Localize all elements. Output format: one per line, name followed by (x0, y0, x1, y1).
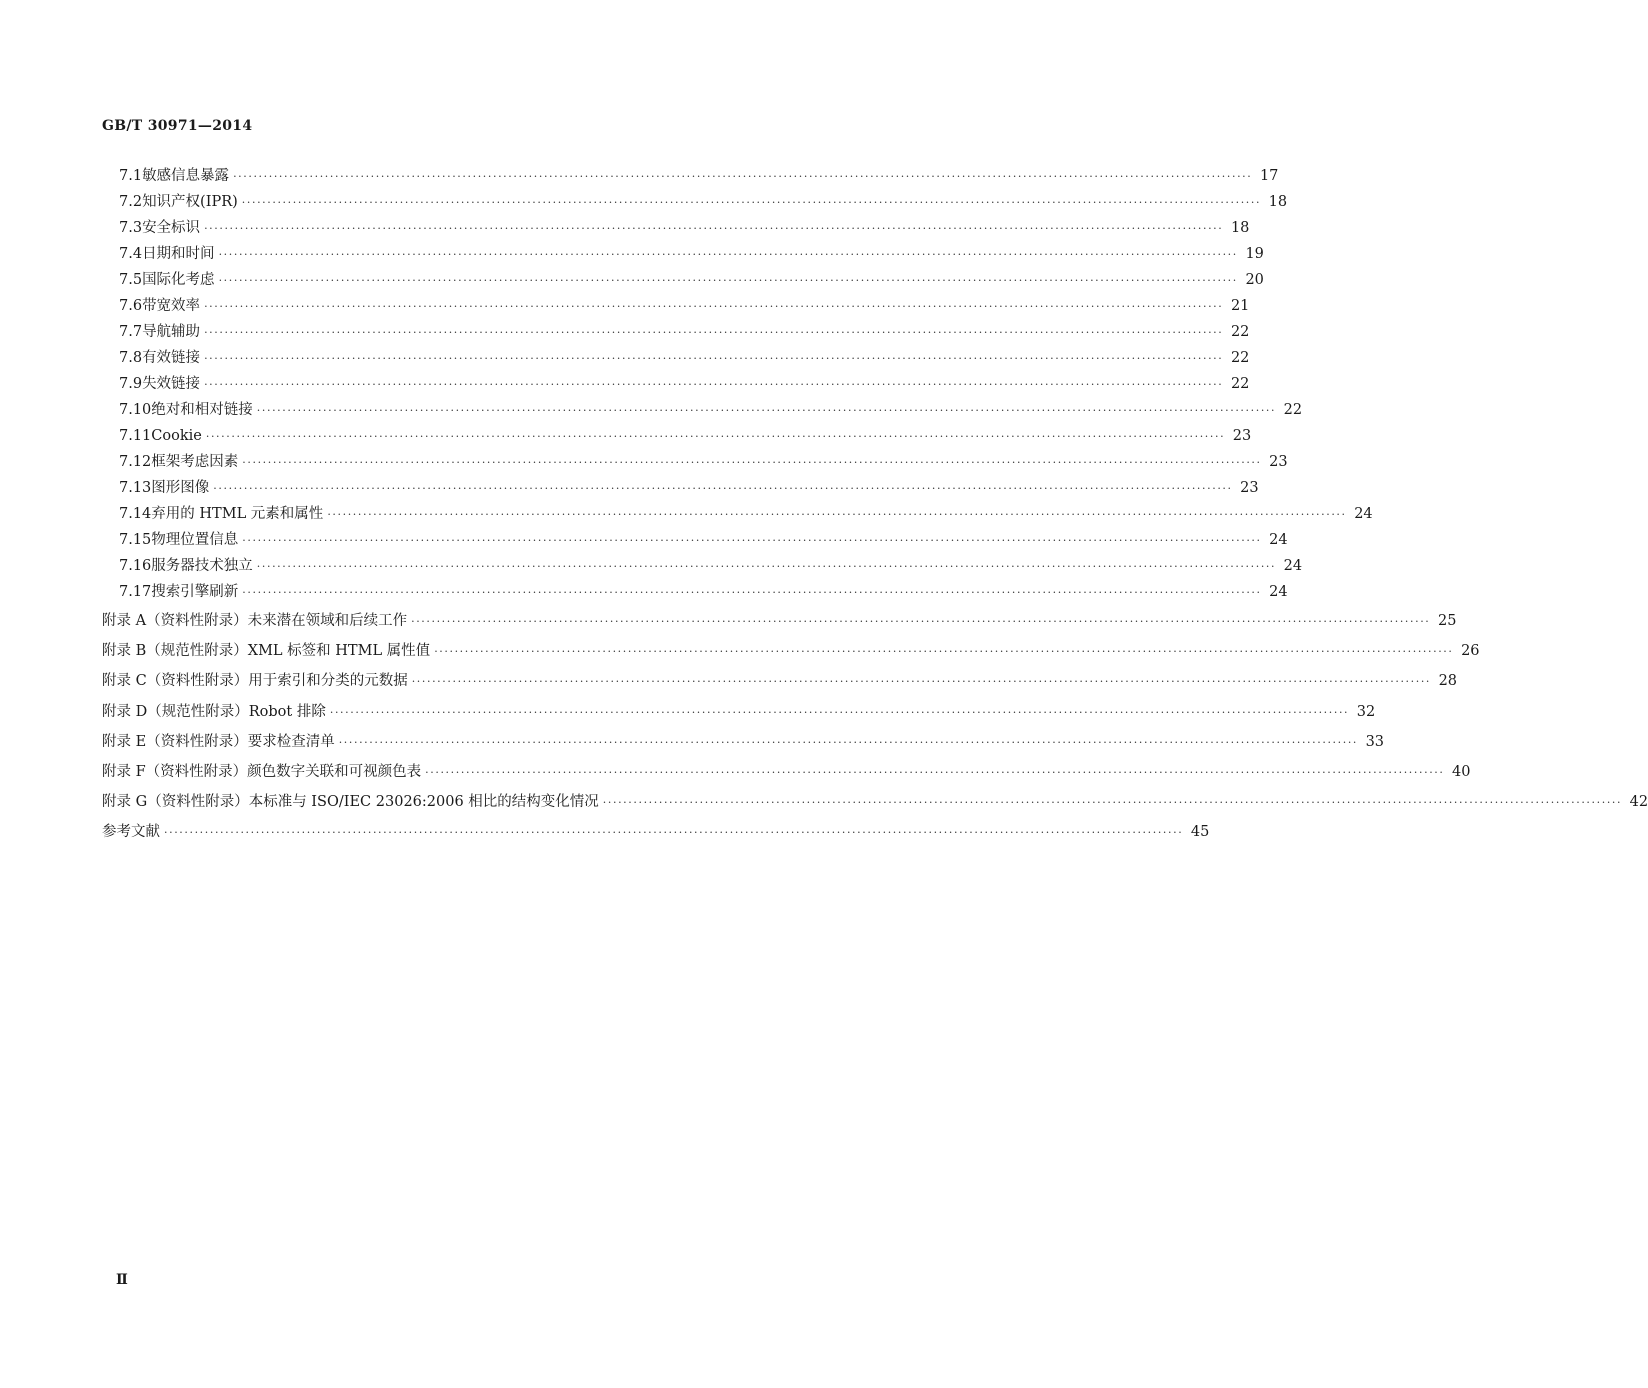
toc-entry[interactable] (119, 269, 1264, 291)
toc-entry-title: 知识产权(IPR) (142, 194, 238, 210)
toc-entry-page: 24 (1354, 506, 1373, 522)
toc-entry-page: 19 (1245, 246, 1264, 262)
toc-entry-page: 22 (1230, 324, 1250, 340)
toc-entry[interactable] (119, 451, 1288, 473)
dot-leader: ········································································································································································································ (256, 404, 1277, 417)
toc-entry-page: 25 (1437, 613, 1457, 629)
toc-entry-title: 日期和时间 (142, 246, 215, 262)
toc-entry[interactable] (102, 731, 1385, 753)
toc-entry-number: 附录 A（资料性附录） (102, 613, 248, 629)
toc-entry-number: 7.6 (119, 298, 143, 314)
toc-entry-page: 21 (1230, 298, 1250, 314)
dot-leader: ········································································································································································································ (204, 352, 1224, 365)
toc-entry[interactable] (119, 373, 1250, 395)
toc-entry-number: 7.11 (119, 428, 152, 444)
standard-code-header: GB/T 30971—2014 (102, 118, 253, 134)
toc-entry-title: 参考文献 (102, 824, 160, 840)
toc-entry-page: 20 (1245, 272, 1264, 288)
dot-leader: ········································································································································································································ (213, 482, 1233, 495)
toc-entry-number: 7.1 (119, 168, 143, 184)
toc-entry[interactable] (119, 425, 1252, 447)
page-number: Ⅱ (116, 1272, 128, 1288)
toc-entry-page: 26 (1461, 643, 1480, 660)
toc-entry-page: 18 (1268, 194, 1288, 210)
toc-entry[interactable] (119, 295, 1250, 317)
toc-entry-title: 弃用的 HTML 元素和属性 (151, 506, 324, 522)
dot-leader: ········································································································································································································ (242, 456, 1262, 469)
toc-entry-page: 24 (1269, 532, 1288, 548)
toc-entry-number: 7.12 (119, 454, 152, 470)
toc-entry[interactable] (102, 670, 1458, 692)
toc-entry-number: 附录 E（资料性附录） (102, 733, 248, 750)
toc-entry-title: 失效链接 (142, 376, 201, 392)
toc-entry-title: 用于索引和分类的元数据 (248, 673, 408, 690)
toc-entry[interactable] (102, 761, 1471, 783)
toc-entry-title: 安全标识 (142, 220, 201, 236)
toc-entry[interactable] (119, 165, 1279, 187)
dot-leader: ········································································································································································································ (256, 560, 1277, 573)
toc-entry-page: 42 (1629, 794, 1648, 811)
toc-entry[interactable] (102, 610, 1457, 632)
toc-entry-page: 17 (1259, 168, 1279, 184)
dot-leader: ········································································································································································································ (242, 534, 1262, 547)
dot-leader: ········································································································································································································ (204, 222, 1224, 235)
dot-leader: ········································································································································································································ (204, 300, 1224, 313)
dot-leader: ········································································································································································································ (164, 826, 1184, 839)
dot-leader: ········································································································································································································ (425, 766, 1445, 779)
toc-entry-page: 24 (1283, 558, 1303, 574)
toc-entry-title: 服务器技术独立 (151, 558, 253, 574)
toc-entry-number: 附录 C（资料性附录） (102, 673, 249, 690)
toc-entry-number: 附录 G（资料性附录） (102, 794, 249, 811)
toc-entry-number: 7.7 (119, 324, 143, 340)
toc-entry[interactable] (119, 529, 1288, 551)
toc-entry-number: 7.17 (119, 584, 152, 600)
toc-entry-title: 本标准与 ISO/IEC 23026:2006 相比的结构变化情况 (248, 794, 599, 811)
dot-leader: ········································································································································································································ (218, 248, 1238, 261)
toc-entry-number: 7.3 (119, 220, 143, 236)
toc-entry-page: 40 (1452, 764, 1471, 780)
toc-entry-title: Robot 排除 (248, 703, 326, 720)
toc-entry-number: 7.2 (119, 194, 143, 210)
dot-leader: ········································································································································································································ (327, 508, 1347, 521)
toc-entry[interactable] (102, 821, 1210, 843)
toc-entry[interactable] (119, 399, 1303, 421)
toc-entry-title: 未来潜在领域和后续工作 (247, 613, 408, 629)
toc-entry-title: 有效链接 (142, 350, 201, 366)
dot-leader: ········································································································································································································ (205, 430, 1226, 443)
toc-entry[interactable] (119, 477, 1259, 499)
toc-entry-title: 要求检查清单 (247, 733, 335, 750)
toc-entry[interactable] (119, 555, 1303, 577)
toc-entry-title: 国际化考虑 (142, 272, 215, 288)
toc-entry-page: 24 (1269, 584, 1288, 600)
toc-entry-number: 7.4 (119, 246, 143, 262)
toc-entry-title: 框架考虑因素 (151, 454, 239, 470)
toc-entry-title: 带宽效率 (142, 298, 201, 314)
toc-entry-page: 23 (1269, 454, 1288, 470)
toc-entry-page: 22 (1283, 402, 1303, 418)
dot-leader: ········································································································································································································ (411, 675, 1432, 689)
toc-entry-page: 45 (1190, 824, 1210, 840)
toc-entry-title: XML 标签和 HTML 属性值 (247, 643, 431, 660)
dot-leader: ········································································································································································································ (204, 378, 1224, 391)
toc-entry-number: 附录 F（资料性附录） (102, 764, 248, 780)
dot-leader: ········································································································································································································ (602, 796, 1623, 810)
toc-entry-number: 7.5 (119, 272, 143, 288)
toc-entry[interactable] (119, 347, 1250, 369)
toc-entry-number: 附录 D（规范性附录） (102, 703, 249, 720)
toc-entry-page: 18 (1230, 220, 1250, 236)
toc-entry-page: 23 (1240, 480, 1259, 496)
toc-entry-number: 7.8 (119, 350, 143, 366)
toc-entry-page: 28 (1438, 673, 1458, 690)
dot-leader: ········································································································································································································ (233, 170, 1253, 183)
toc-entry[interactable] (102, 791, 1648, 813)
toc-entry-title: 图形图像 (151, 480, 210, 496)
toc-entry-title: Cookie (151, 428, 202, 444)
dot-leader: ········································································································································································································ (411, 615, 1431, 628)
dot-leader: ········································································································································································································ (434, 645, 1454, 659)
toc-entry-page: 22 (1230, 376, 1250, 392)
toc-entry-number: 7.14 (119, 506, 152, 522)
toc-entry-title: 颜色数字关联和可视颜色表 (247, 764, 422, 780)
toc-entry-page: 22 (1230, 350, 1250, 366)
dot-leader: ········································································································································································································ (329, 705, 1350, 719)
dot-leader: ········································································································································································································ (204, 326, 1224, 339)
dot-leader: ········································································································································································································ (241, 196, 1262, 209)
toc-entry-title: 物理位置信息 (151, 532, 239, 548)
toc-entry[interactable] (102, 701, 1376, 723)
toc-entry-title: 绝对和相对链接 (151, 402, 253, 418)
toc-entry-number: 附录 B（规范性附录） (102, 643, 248, 660)
toc-entry[interactable] (119, 581, 1288, 603)
toc-entry[interactable] (119, 217, 1250, 239)
dot-leader: ········································································································································································································ (338, 735, 1359, 749)
toc-entry-page: 23 (1232, 428, 1252, 444)
toc-entry-title: 搜索引擎刷新 (151, 584, 239, 600)
toc-entry-number: 7.9 (119, 376, 143, 392)
toc-entry-page: 32 (1356, 703, 1376, 720)
toc-entry-number: 7.16 (119, 558, 152, 574)
dot-leader: ········································································································································································································ (242, 586, 1262, 599)
toc-entry-page: 33 (1365, 733, 1385, 750)
toc-entry-title: 导航辅助 (142, 324, 201, 340)
toc-entry[interactable] (119, 243, 1264, 265)
toc-entry[interactable] (119, 503, 1373, 525)
toc-entry[interactable] (102, 640, 1480, 662)
toc-entry-number: 7.15 (119, 532, 152, 548)
toc-entry[interactable] (119, 191, 1288, 213)
toc-entry[interactable] (119, 321, 1250, 343)
toc-entry-title: 敏感信息暴露 (142, 168, 230, 184)
dot-leader: ········································································································································································································ (218, 274, 1238, 287)
toc-entry-number: 7.13 (119, 480, 152, 496)
toc-entry-number: 7.10 (119, 402, 152, 418)
